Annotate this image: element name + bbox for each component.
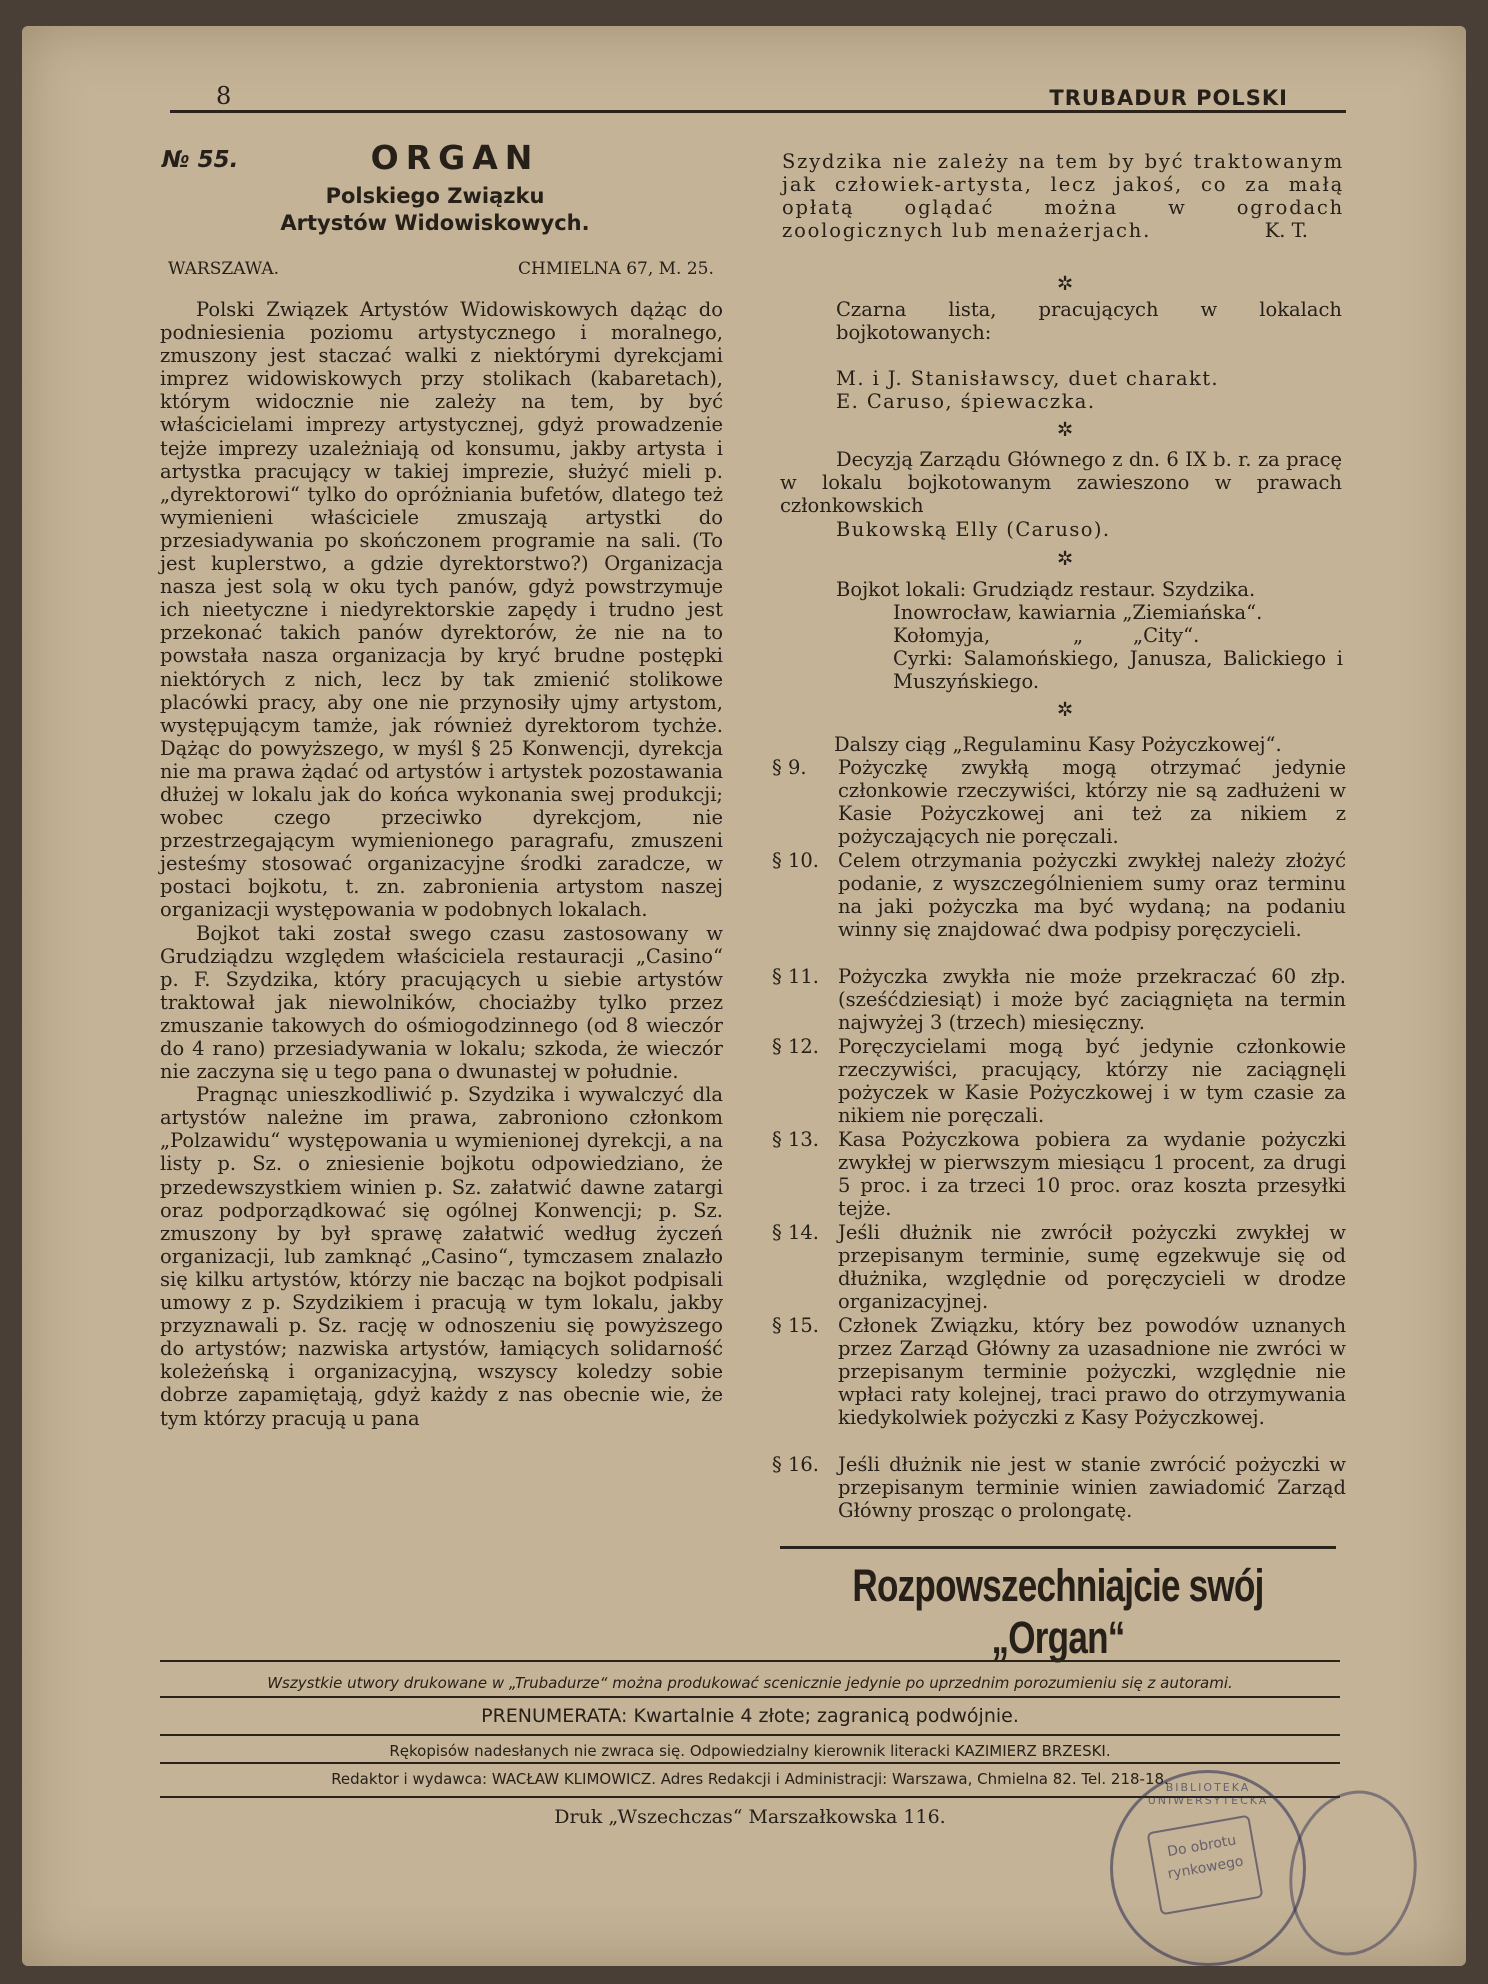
blacklist-entry: E. Caruso, śpiewaczka. (836, 390, 1096, 413)
library-stamp (1110, 1770, 1306, 1966)
separator-ornament: ✲ (1056, 698, 1074, 721)
boycott-line: Cyrki: Salamońskiego, Janusza, Balickiego i Muszyńskiego. (893, 647, 1343, 693)
regulations-title: Dalszy ciąg „Regulaminu Kasy Pożyczkowej“. (834, 733, 1282, 756)
city-label: WARSZAWA. (168, 259, 280, 279)
regulation-number: § 10. (772, 849, 819, 872)
boycott-line: „City“. (1133, 624, 1200, 647)
regulation-text: Członek Związku, który bez powodów uznanych przez Zarząd Główny za uzasadnione nie zwróci w przepisanym terminie pożyczki, względnie nie wpłaci raty kolejnej, traci prawo do otrzymywania kiedykolwiek pożyczki z Kasy Pożyczkowej. (838, 1314, 1346, 1429)
article-paragraph: Polski Związek Artystów Widowiskowych dążąc do podniesienia poziomu artystycznego i moralnego, zmuszony jest staczać walki z niektórymi dyrekcjami imprez widowiskowych przy stolikach (kabaretach), którym widocznie nie zależy na tem, by być właścicielami imprezy artystycznej, gdyż prowadzenie tejże imprezy uzależniają od konsumu, jakby artysta i artystka pracujący w takiej imprezie, służyć mieli p. „dyrektorowi“ tylko do opróżniania bufetów, dlatego też wymienieni właściciele zmuszają artystki do przesiadywania po skończonem programie na sali. (To jest kuplerstwo, a gdzie dyrektorstwo?) Organizacja nasza jest solą w oku tych panów, gdyż powstrzymuje ich nieetyczne i niedyrektorskie zapędy i trudno jest przekonać takich panów dyrektorów, że nie na to powstała nasza organizacja by kryć brudne postępki niektórych z nich, lecz by tak zmienić stolikowe placówki pracy, aby one nie przynosiły ujmy artystom, występującym tamże, jak również dyrektorom tychże. Dążąc do powyższego, w myśl § 25 Konwencji, dyrekcja nie ma prawa żądać od artystów i artystek pozostawania dłużej w lokalu jak do końca wykonania swej produkcji; wobec czego przeciwko dyrekcjom, nie przestrzegającym wymienionego paragrafu, zmuszeni jesteśmy stosować organizacyjne środki zaradcze, w postaci bojkotu, t. zn. zabronienia artystom naszej organizacji występowania w podobnych lokalach. (160, 298, 723, 922)
stamp-ring-text: BIBLIOTEKA UNIWERSYTECKA (1147, 1781, 1269, 1807)
regulation-paragraph (772, 1453, 1346, 1522)
regulation-text: Poręczycielami mogą być jedynie członkowie rzeczywiści, pracujący, którzy nie zaciągnęli pożyczek w Kasie Pożyczkowej i w tym czasie za nikiem nie poręczali. (838, 1035, 1346, 1127)
signature: K. T. (1264, 219, 1308, 242)
subtitle-line-2: Artystów Widowiskowych. (280, 211, 590, 235)
regulation-number: § 13. (772, 1128, 819, 1151)
regulation-number: § 12. (772, 1035, 819, 1058)
regulation-paragraph (772, 1035, 1346, 1127)
left-column-article (160, 298, 723, 1430)
masthead: TRUBADUR POLSKI (1049, 86, 1288, 110)
separator-ornament: ✲ (1056, 272, 1074, 295)
regulation-text: Kasa Pożyczkowa pobiera za wydanie pożyczki zwykłej w pierwszym miesiącu 1 procent, za drugi 5 proc. i za trzeci 10 proc. oraz koszta przesyłki tejże. (838, 1128, 1346, 1220)
subtitle-line-1: Polskiego Związku (325, 184, 545, 208)
suspended-member: Bukowską Elly (Caruso). (836, 518, 1111, 541)
ditto-mark: „ (1073, 624, 1084, 647)
footer-manuscripts: Rękopisów nadesłanych nie zwraca się. Odpowiedzialny kierownik literacki KAZIMIERZ BRZESKI. (389, 1742, 1111, 1760)
article-continuation (782, 150, 1344, 242)
regulation-paragraph (772, 1128, 1346, 1220)
blacklist-entry: M. i J. Stanisławscy, duet charakt. (836, 367, 1220, 390)
regulation-number: § 16. (772, 1453, 819, 1476)
regulation-text: Pożyczka zwykła nie może przekraczać 60 złp. (sześćdziesiąt) i może być zaciągnięta na termin najwyżej 3 (trzech) miesięczny. (838, 965, 1346, 1034)
regulation-text: Pożyczkę zwykłą mogą otrzymać jedynie członkowie rzeczywiści, którzy nie są zadłużeni w Kasie Pożyczkowej ani też za nikiem z pożyczających nie poręczali. (838, 756, 1346, 848)
promo-rule (780, 1546, 1336, 1549)
article-paragraph: Bojkot taki został swego czasu zastosowany w Grudziądzu względem właściciela restauracji „Casino“ p. F. Szydzika, który pracujących u siebie artystów traktował jak niewolników, chociażby tylko przez zmuszanie takowych do ośmiogodzinnego (od 8 wieczór do 4 rano) przesiadywania w lokalu; szkoda, że wieczór nie zaczyna się u tego pana o dwunastej w południe. (160, 921, 723, 1084)
regulation-paragraph (772, 849, 1346, 941)
page-number: 8 (216, 82, 232, 110)
footer-rule (160, 1660, 1340, 1662)
regulation-paragraph (772, 1314, 1346, 1429)
regulation-number: § 11. (772, 965, 819, 988)
article-paragraph: Pragnąc unieszkodliwić p. Szydzika i wywalczyć dla artystów należne im prawa, zabroniono członkom „Polzawidu“ występowania u wymienionej dyrekcji, a na listy p. Sz. o zniesienie bojkotu odpowiedziano, że przedewszystkiem winien p. Sz. załatwić dawne zatargi oraz podporządkować się ogólnej Konwencji; p. Sz. zmuszony by był sprawę załatwić według życzeń organizacji, lub zamknąć „Casino“, tymczasem znalazło się kilku artystów, którzy nie bacząc na bojkot podpisali umowy z p. Szydzikiem i pracują w tym lokalu, jakby przyznawali p. Sz. rację w odnoszeniu się powyższego do artystów; nazwiska artystów, łamiących solidarność koleżeńską i organizacyjną, wszyscy koledzy sobie dobrze zapamiętają, gdyż każdy z nas obecnie wie, że tym którzy pracują u pana (160, 1083, 723, 1430)
promo-slogan: Rozpowszechniajcie swój „Organ“ (852, 1560, 1264, 1663)
regulation-number: § 15. (772, 1314, 819, 1337)
regulation-paragraph (772, 1221, 1346, 1313)
separator-ornament: ✲ (1056, 547, 1074, 570)
regulation-text: Celem otrzymania pożyczki zwykłej należy złożyć podanie, z wyszczególnieniem sumy oraz terminu na jaki pożyczka ma być wydaną; na podaniu winny się znajdować dwa podpisy poręczycieli. (838, 849, 1346, 941)
regulation-number: § 9. (772, 756, 807, 779)
boycott-line: Bojkot lokali: Grudziądz restaur. Szydzika. (836, 578, 1256, 601)
regulation-number: § 14. (772, 1221, 819, 1244)
issue-number: № 55. (162, 147, 239, 173)
header-rule (170, 110, 1346, 113)
boycott-line: Inowrocław, kawiarnia „Ziemiańska“. (893, 601, 1263, 624)
footer-rule (160, 1734, 1340, 1736)
regulation-paragraph (772, 756, 1346, 848)
section-title: ORGAN (370, 138, 540, 177)
regulation-text: Jeśli dłużnik nie zwrócił pożyczki zwykłej w przepisanym terminie, sumę egzekwuje się od dłużnika, względnie od poręczycieli w drodze organizacyjnej. (838, 1221, 1346, 1313)
section-subtitle (220, 183, 650, 237)
stamp-inner-text: Do obrotu rynkowego (1146, 1815, 1263, 1916)
separator-ornament: ✲ (1056, 418, 1074, 441)
blacklist-title: Czarna lista, pracujących w lokalach bojkotowanych: (836, 298, 1342, 344)
footer-rule (160, 1696, 1340, 1698)
footer-printer: Druk „Wszechczas“ Marszałkowska 116. (554, 1806, 946, 1828)
regulation-paragraph (772, 965, 1346, 1034)
decision-text: Decyzją Zarządu Głównego z dn. 6 IX b. r. za pracę w lokalu bojkotowanym zawieszono w prawach członkowskich (780, 448, 1342, 517)
regulation-text: Jeśli dłużnik nie jest w stanie zwrócić pożyczki w przepisanym terminie winien zawiadomić Zarząd Główny prosząc o prolongatę. (838, 1453, 1346, 1522)
continuation-text: Szydzika nie zależy na tem by być traktowanym jak człowiek-artysta, lecz jakoś, co za małą opłatą oglądać można w ogrodach zoologicznych lub menażerjach. (782, 150, 1344, 242)
boycott-line: Kołomyja, (893, 624, 991, 647)
footer-subscription: PRENUMERATA: Kwartalnie 4 złote; zagranicą podwójnie. (481, 1705, 1019, 1727)
footer-editor: Redaktor i wydawca: WACŁAW KLIMOWICZ. Adres Redakcji i Administracji: Warszawa, Chmielna 82. Tel. 218-18. (331, 1770, 1169, 1788)
footer-rights-notice: Wszystkie utwory drukowane w „Trubadurze“ można produkować scenicznie jedynie po uprzednim porozumieniu się z autorami. (267, 1674, 1233, 1692)
page-header (170, 82, 1346, 122)
address-label: CHMIELNA 67, M. 25. (518, 259, 714, 279)
footer-rule (160, 1762, 1340, 1764)
